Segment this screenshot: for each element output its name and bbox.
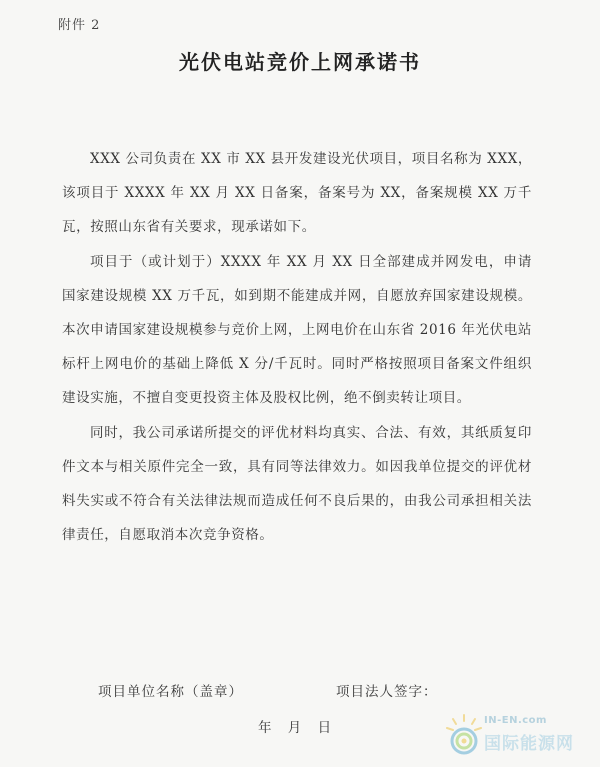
legal-rep-label: 项目法人签字： xyxy=(336,684,438,700)
paragraph-commitment: 项目于（或计划于）XXXX 年 XX 月 XX 日全部建成并网发电，申请国家建设规模 XX 万千瓦，如到期不能建成并网，自愿放弃国家建设规模。本次申请国家建设规模参与竞价上网，上网电价在山东省 2016 年光伏电站标杆上网电价的基础上降低 X 分/千瓦时。同时严格按照项目备案文件组织建设实施，不擅自变更投资主体及股权比例，绝不倒卖转让项目。 xyxy=(62,253,532,407)
document-title: 光伏电站竞价上网承诺书 xyxy=(179,50,421,74)
attachment-label: 附件 2 xyxy=(58,18,101,33)
paragraph-materials: 同时，我公司承诺所提交的评优材料均真实、合法、有效，其纸质复印件文本与相关原件完全一致，具有同等法律效力。如因我单位提交的评优材料失实或不符合有关法律法规而造成任何不良后果的，由我公司承担相关法律责任，自愿取消本次竞争资格。 xyxy=(62,424,532,544)
watermark-brand: IN-EN.com xyxy=(484,715,547,726)
document-body xyxy=(62,142,532,552)
watermark-name: 国际能源网 xyxy=(484,734,574,754)
date-line: 年 月 日 xyxy=(258,720,338,736)
project-unit-label: 项目单位名称（盖章） xyxy=(98,684,243,700)
in-en-logo-icon xyxy=(444,713,484,759)
paragraph-intro: XXX 公司负责在 XX 市 XX 县开发建设光伏项目，项目名称为 XXX，该项目于 XXXX 年 XX 月 XX 日备案，备案号为 XX，备案规模 XX 万千瓦，按照山东省有关要求，现承诺如下。 xyxy=(62,151,532,236)
in-en-watermark xyxy=(444,711,594,761)
